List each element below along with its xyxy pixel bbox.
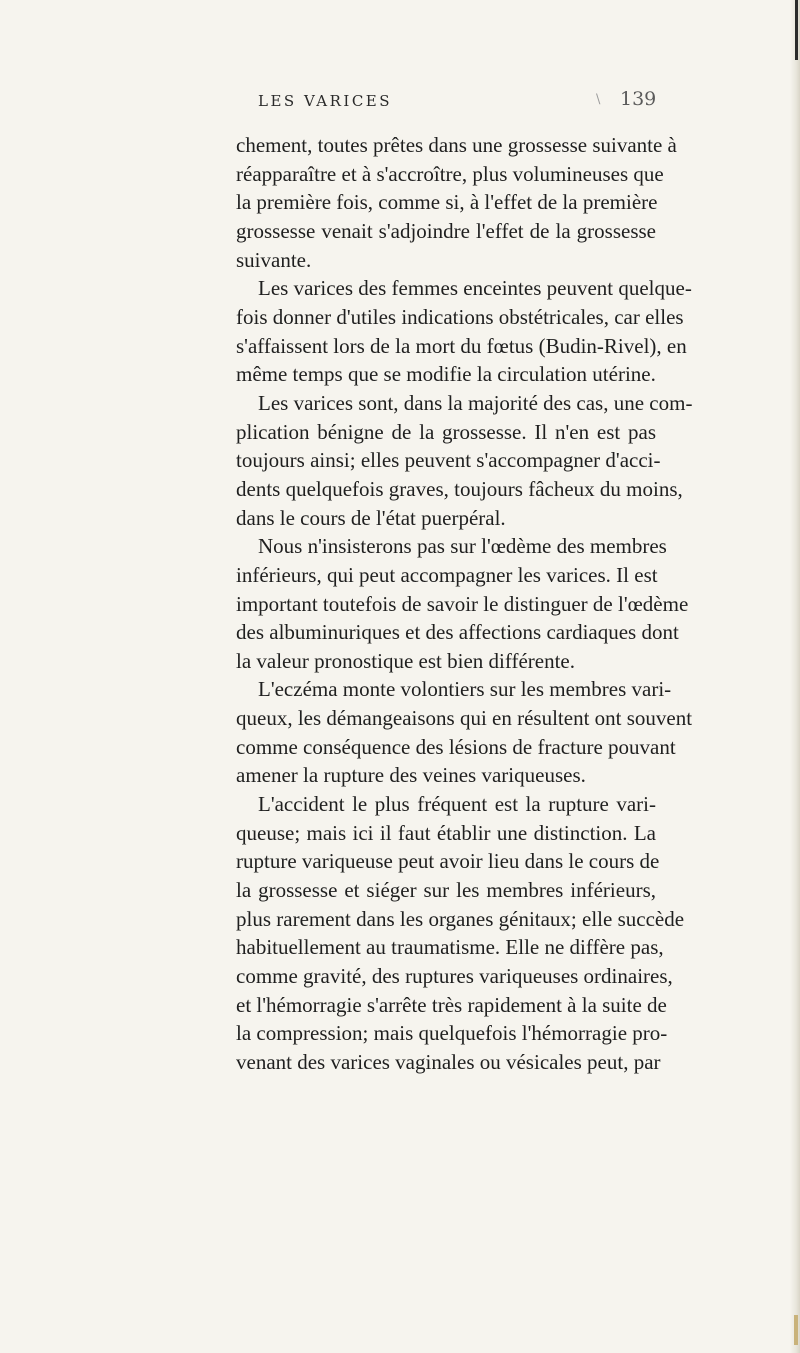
text-line: la grossesse et siéger sur les membres inférieurs, bbox=[236, 878, 656, 903]
text-line: des albuminuriques et des affections cardiaques dont bbox=[236, 620, 679, 645]
text-line: suivante. bbox=[236, 247, 312, 272]
text-line: grossesse venait s'adjoindre l'effet de la grossesse bbox=[236, 218, 656, 243]
text-line: comme conséquence des lésions de fracture pouvant bbox=[236, 734, 676, 759]
text-line: L'eczéma monte volontiers sur les membres vari- bbox=[258, 677, 672, 702]
text-line: amener la rupture des veines variqueuses. bbox=[236, 763, 586, 788]
text-line: fois donner d'utiles indications obstétricales, car elles bbox=[236, 304, 684, 329]
running-head: LES VARICES bbox=[258, 92, 393, 110]
text-line: même temps que se modifie la circulation utérine. bbox=[236, 362, 656, 387]
text-line: queux, les démangeaisons qui en résultent ont souvent bbox=[236, 706, 693, 731]
page-header bbox=[258, 88, 678, 116]
text-line: et l'hémorragie s'arrête très rapidement à la suite de bbox=[236, 992, 667, 1017]
text-line: rupture variqueuse peut avoir lieu dans le cours de bbox=[236, 849, 660, 874]
edge-mark-top bbox=[795, 0, 798, 60]
text-line: dents quelquefois graves, toujours fâcheux du moins, bbox=[236, 476, 683, 501]
text-line: dans le cours de l'état puerpéral. bbox=[236, 505, 506, 530]
text-line: réapparaître et à s'accroître, plus volumineuses que bbox=[236, 161, 664, 186]
text-line: comme gravité, des ruptures variqueuses ordinaires, bbox=[236, 964, 673, 989]
text-line: queuse; mais ici il faut établir une distinction. La bbox=[236, 820, 656, 845]
text-line: Nous n'insisterons pas sur l'œdème des membres bbox=[258, 534, 667, 559]
page-edge bbox=[790, 0, 800, 1353]
text-line: venant des varices vaginales ou vésicales peut, par bbox=[236, 1050, 661, 1074]
text-line: inférieurs, qui peut accompagner les varices. Il est bbox=[236, 562, 658, 587]
text-line: Les varices des femmes enceintes peuvent quelque- bbox=[258, 276, 692, 301]
text-line: la première fois, comme si, à l'effet de la première bbox=[236, 190, 658, 215]
text-line: plication bénigne de la grossesse. Il n'en est pas bbox=[236, 419, 656, 444]
text-line: la compression; mais quelquefois l'hémorragie pro- bbox=[236, 1021, 668, 1046]
text-line: toujours ainsi; elles peuvent s'accompagner d'acci- bbox=[236, 448, 661, 473]
text-line: s'affaissent lors de la mort du fœtus (Budin-Rivel), en bbox=[236, 333, 687, 358]
text-line: habituellement au traumatisme. Elle ne diffère pas, bbox=[236, 935, 664, 960]
header-tick-mark: \ bbox=[596, 92, 601, 107]
text-line: important toutefois de savoir le distinguer de l'œdème bbox=[236, 591, 689, 616]
page-number: 139 bbox=[620, 88, 657, 110]
text-line: la valeur pronostique est bien différente. bbox=[236, 648, 575, 673]
body-text bbox=[236, 131, 693, 1077]
edge-mark-bottom bbox=[794, 1315, 798, 1345]
text-line: Les varices sont, dans la majorité des cas, une com- bbox=[258, 390, 693, 415]
text-line: chement, toutes prêtes dans une grossesse suivante à bbox=[236, 133, 677, 157]
text-line: plus rarement dans les organes génitaux; elle succède bbox=[236, 906, 685, 931]
text-line: L'accident le plus fréquent est la rupture vari- bbox=[258, 792, 656, 817]
